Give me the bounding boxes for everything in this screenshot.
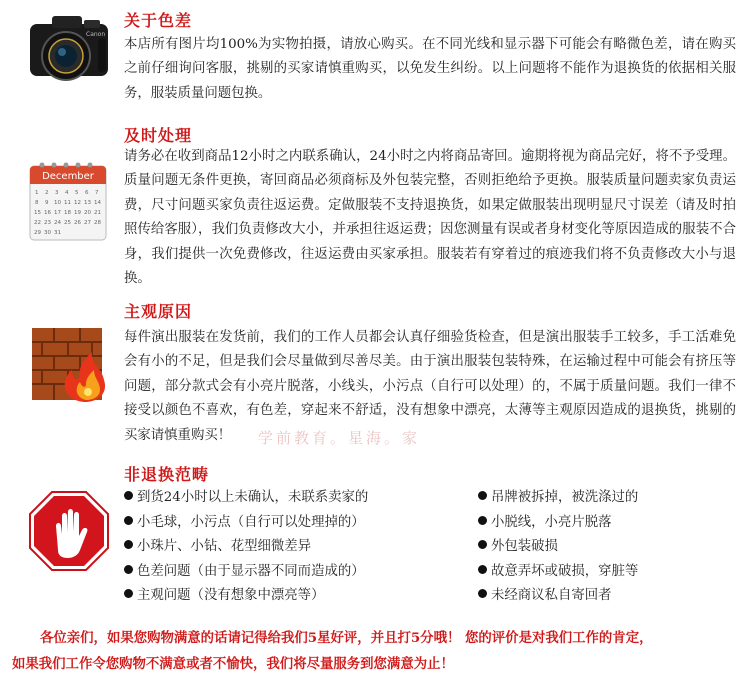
svg-text:2: 2 xyxy=(45,190,49,196)
svg-text:Canon: Canon xyxy=(86,31,106,38)
bullet-icon xyxy=(124,516,133,525)
list-item: 外包装破损 xyxy=(478,535,638,560)
svg-text:7: 7 xyxy=(95,190,99,196)
svg-text:21: 21 xyxy=(94,210,101,216)
svg-text:29: 29 xyxy=(34,230,41,236)
svg-text:25: 25 xyxy=(64,220,71,226)
list-item: 主观问题（没有想象中漂亮等） xyxy=(124,584,368,609)
svg-text:20: 20 xyxy=(84,210,91,216)
calendar-icon xyxy=(28,160,108,242)
svg-text:5: 5 xyxy=(75,190,79,196)
bullet-icon xyxy=(124,491,133,500)
bullet-icon xyxy=(124,589,133,598)
svg-text:11: 11 xyxy=(64,200,71,206)
svg-text:9: 9 xyxy=(45,200,49,206)
list-item: 吊牌被拆掉，被洗涤过的 xyxy=(478,486,638,511)
list-item: 小毛球，小污点（自行可以处理掉的） xyxy=(124,511,368,536)
list-item: 色差问题（由于显示器不同而造成的） xyxy=(124,560,368,585)
camera-icon xyxy=(26,10,112,84)
svg-text:19: 19 xyxy=(74,210,81,216)
svg-text:1: 1 xyxy=(35,190,39,196)
bullet-icon xyxy=(478,565,487,574)
section-body-subjective: 每件演出服装在发货前，我们的工作人员都会认真仔细验货检查，但是演出服装手工较多，手工活难免会有小的不足，但是我们会尽量做到尽善尽美。由于演出服装包装特殊，在运输过程中可能会有挤压等问题，部分款式会有小亮片脱落，小线头，小污点（自行可以处理）的，不属于质量问题。我们一律不接受以颜色不喜欢，有色差，穿起来不舒适，没有想象中漂亮，太薄等主观原因造成的退换货，挑剔的买家请慎重购买！ xyxy=(124,330,736,443)
bullet-icon xyxy=(478,540,487,549)
svg-text:14: 14 xyxy=(94,200,101,206)
section-body-color: 本店所有图片均100%为实物拍摄，请放心购买。在不同光线和显示器下可能会有略微色差，请在购买之前仔细询问客服，挑剔的买家请慎重购买，以免发生纠纷。以上问题将不能作为退换货的依据相关服务，服装质量问题包换。 xyxy=(124,37,736,101)
svg-text:6: 6 xyxy=(85,190,89,196)
non-return-right-list xyxy=(478,486,638,609)
section-title-color: 关于色差 xyxy=(124,11,193,30)
stop-hand-icon xyxy=(28,490,110,572)
list-item: 小珠片、小钻、花型细微差异 xyxy=(124,535,368,560)
svg-text:18: 18 xyxy=(64,210,71,216)
svg-text:8: 8 xyxy=(35,200,39,206)
svg-text:17: 17 xyxy=(54,210,61,216)
svg-text:30: 30 xyxy=(44,230,51,236)
bullet-icon xyxy=(478,516,487,525)
footer-line-2: 如果我们工作令您购物不满意或者不愉快，我们将尽量服务到您满意为止！ xyxy=(12,656,454,672)
bullet-icon xyxy=(478,491,487,500)
bullet-icon xyxy=(124,540,133,549)
svg-text:16: 16 xyxy=(44,210,51,216)
svg-text:15: 15 xyxy=(34,210,41,216)
section-title-timely: 及时处理 xyxy=(124,126,193,145)
list-item: 小脱线，小亮片脱落 xyxy=(478,511,638,536)
section-body-timely: 请务必在收到商品12小时之内联系确认，24小时之内将商品寄回。逾期将视为商品完好，将不予受理。质量问题无条件更换，寄回商品必须商标及外包装完整，否则拒绝给予更换。服装质量问题卖家负责运费，尺寸问题买家负责往返运费。定做服装不支持退换货，如果定做服装出现明显尺寸误差（请及时拍照传给客服），我们负责修改大小，并承担往返运费；因您测量有误或者身材变化等原因造成的服装不合身，我们提供一次免费修改，往返运费由买家承担。服装若有穿着过的痕迹我们将不负责修改大小与退换。 xyxy=(124,149,736,287)
svg-text:12: 12 xyxy=(74,200,81,206)
bullet-icon xyxy=(478,589,487,598)
svg-text:31: 31 xyxy=(54,230,61,236)
non-return-left-list xyxy=(124,486,368,609)
svg-text:10: 10 xyxy=(54,200,61,206)
calendar-month-label: December xyxy=(42,171,94,182)
svg-text:22: 22 xyxy=(34,220,41,226)
svg-text:3: 3 xyxy=(55,190,59,196)
section-title-non-return: 非退换范畴 xyxy=(124,465,210,484)
list-item: 未经商议私自寄回者 xyxy=(478,584,638,609)
svg-text:27: 27 xyxy=(84,220,91,226)
svg-text:13: 13 xyxy=(84,200,91,206)
list-item: 到货24小时以上未确认，未联系卖家的 xyxy=(124,486,368,511)
bullet-icon xyxy=(124,565,133,574)
svg-text:26: 26 xyxy=(74,220,81,226)
svg-text:23: 23 xyxy=(44,220,51,226)
footer-line-1: 各位亲们，如果您购物满意的话请记得给我们5星好评，并且打5分哦！ 您的评价是对我们工作的肯定， xyxy=(40,630,653,646)
svg-text:24: 24 xyxy=(54,220,61,226)
section-title-subjective: 主观原因 xyxy=(124,302,193,321)
svg-text:28: 28 xyxy=(94,220,101,226)
list-item: 故意弄坏或破损，穿脏等 xyxy=(478,560,638,585)
firewall-icon xyxy=(28,326,112,404)
watermark-text: 学前教育。星海。家 xyxy=(258,429,421,447)
svg-text:4: 4 xyxy=(65,190,69,196)
